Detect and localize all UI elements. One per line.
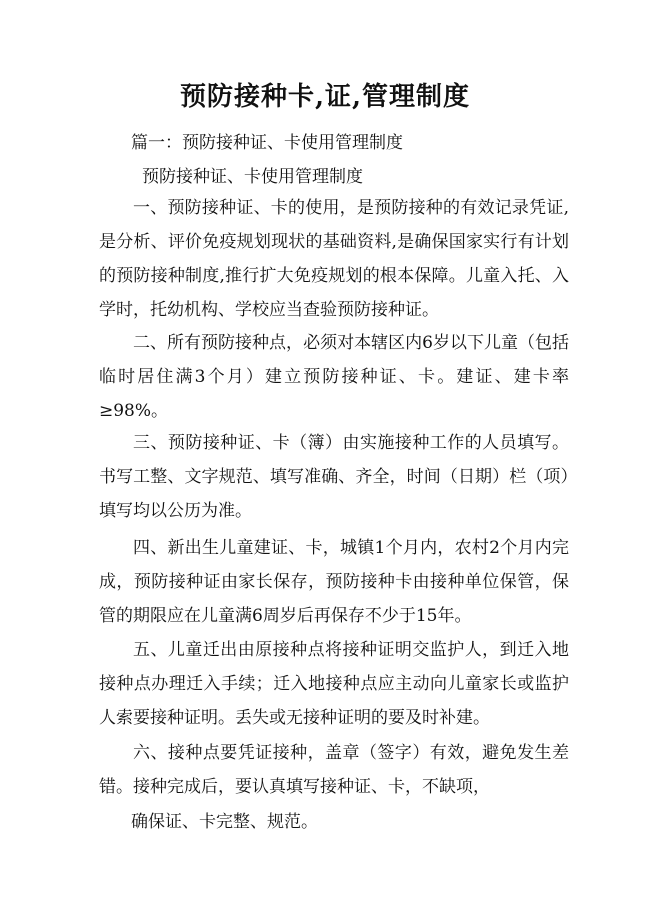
- section-subtitle: 篇一：预防接种证、卡使用管理制度: [131, 133, 403, 153]
- document-title: 预防接种卡,证,管理制度: [179, 82, 471, 112]
- section-heading: 预防接种证、卡使用管理制度: [142, 167, 363, 187]
- paragraph-6: 六、接种点要凭证接种，盖章（签字）有效，避免发生差错。接种完成后，要认真填写接种证、卡，不缺项，: [99, 743, 569, 797]
- closing-line: 确保证、卡完整、规范。: [131, 812, 318, 832]
- paragraph-4: 四、新出生儿童建证、卡，城镇1个月内，农村2个月内完成，预防接种证由家长保存，预防接种卡由接种单位保管，保管的期限应在儿童满6周岁后再保存不少于15年。: [99, 538, 569, 626]
- paragraph-2: 二、所有预防接种点，必须对本辖区内6岁以下儿童（包括临时居住满3个月）建立预防接种证、卡。建证、建卡率≥98%。: [99, 333, 569, 421]
- paragraph-1: 一、预防接种证、卡的使用，是预防接种的有效记录凭证,是分析、评价免疫规划现状的基础资料,是确保国家实行有计划的预防接种制度,推行扩大免疫规划的根本保障。儿童入托、入学时，托幼机构、学校应当查验预防接种证。: [99, 198, 569, 320]
- paragraph-5: 五、儿童迁出由原接种点将接种证明交监护人，到迁入地接种点办理迁入手续；迁入地接种点应主动向儿童家长或监护人索要接种证明。丢失或无接种证明的要及时补建。: [99, 640, 569, 728]
- paragraph-3: 三、预防接种证、卡（簿）由实施接种工作的人员填写。书写工整、文字规范、填写准确、齐全，时间（日期）栏（项）填写均以公历为准。: [99, 433, 569, 521]
